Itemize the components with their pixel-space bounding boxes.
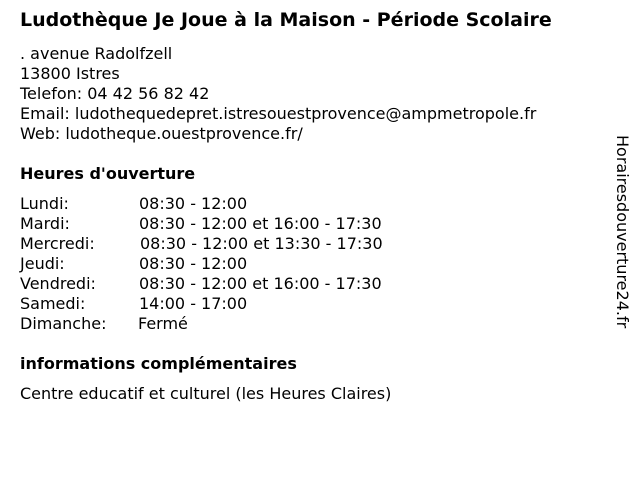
web-text: Web: ludotheque.ouestprovence.fr/	[20, 124, 303, 143]
time-value: Fermé	[138, 314, 188, 333]
info-text: Centre educatif et culturel (les Heures Claires)	[20, 384, 392, 403]
day-label: Samedi:	[20, 294, 86, 313]
time-value: 14:00 - 17:00	[139, 294, 248, 313]
day-label: Jeudi:	[20, 254, 65, 273]
address-street: . avenue Radolfzell	[20, 44, 173, 63]
time-value: 08:30 - 12:00 et 16:00 - 17:30	[139, 274, 382, 293]
page-title: Ludothèque Je Joue à la Maison - Période Scolaire	[20, 9, 552, 31]
hours-heading: Heures d'ouverture	[20, 164, 196, 183]
address-city: 13800 Istres	[20, 64, 120, 83]
time-value: 08:30 - 12:00 et 16:00 - 17:30	[139, 214, 382, 233]
time-value: 08:30 - 12:00	[139, 254, 248, 273]
day-label: Vendredi:	[20, 274, 96, 293]
brand-watermark: Horairesdouverture24.fr	[613, 135, 632, 329]
day-label: Lundi:	[20, 194, 69, 213]
address-block	[20, 44, 536, 144]
day-label: Dimanche:	[20, 314, 107, 333]
time-value: 08:30 - 12:00 et 13:30 - 17:30	[140, 234, 383, 253]
info-heading: informations complémentaires	[20, 354, 297, 373]
phone-text: Telefon: 04 42 56 82 42	[20, 84, 210, 103]
day-label: Mardi:	[20, 214, 70, 233]
day-label: Mercredi:	[20, 234, 95, 253]
email-text: Email: ludothequedepret.istresouestprovence@ampmetropole.fr	[20, 104, 537, 123]
time-value: 08:30 - 12:00	[139, 194, 248, 213]
